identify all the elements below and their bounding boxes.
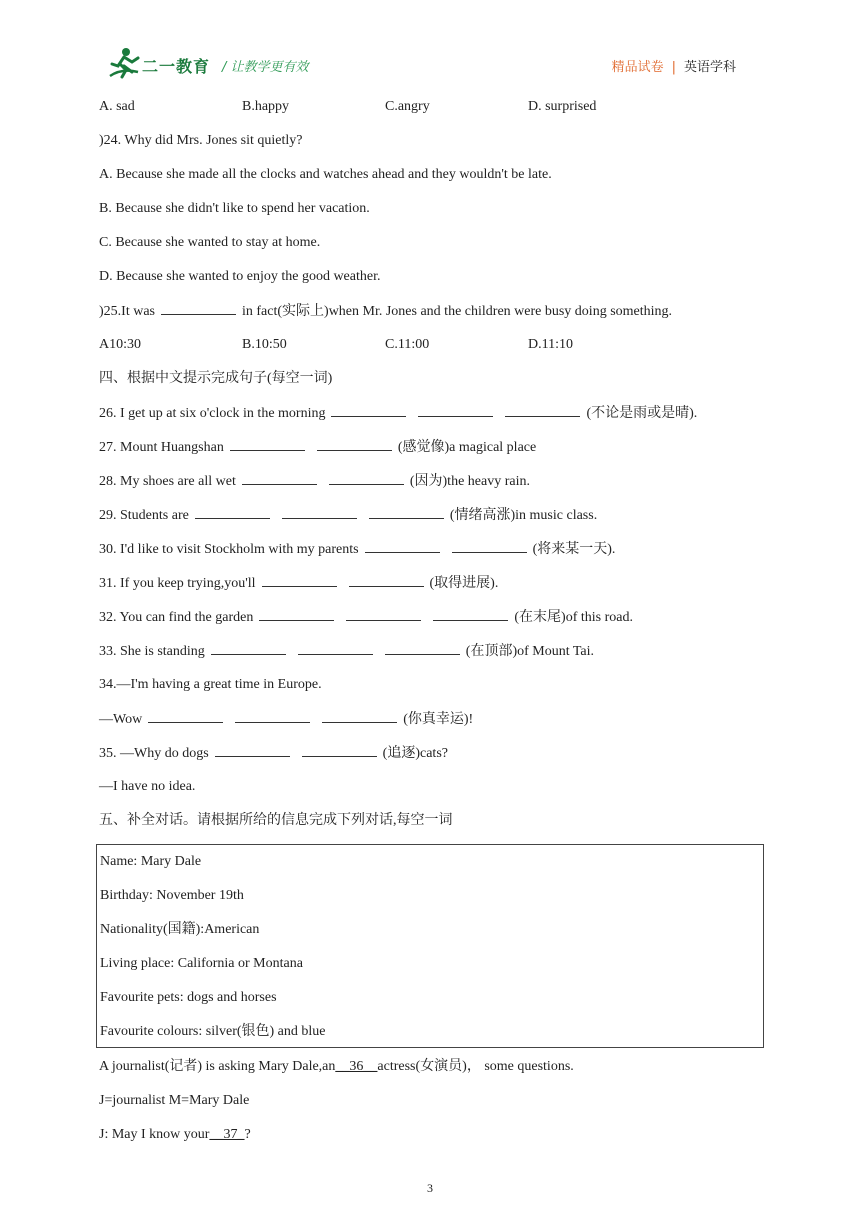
section4-item: 32. You can find the garden (在末尾)of this road. [99, 606, 771, 640]
q24-option-c: C. Because she wanted to stay at home. [99, 235, 321, 250]
answer-blank[interactable] [331, 402, 406, 417]
answer-blank[interactable] [505, 402, 580, 417]
info-pets: Favourite pets: dogs and horses [100, 990, 277, 1005]
answer-blank[interactable] [302, 742, 377, 757]
answer-blank[interactable] [259, 606, 334, 621]
blank-36[interactable]: __36__ [335, 1059, 378, 1074]
logo-text: 二一教育 [142, 57, 211, 76]
answer-blank[interactable] [349, 572, 424, 587]
answer-blank[interactable] [365, 538, 440, 553]
section4-item: 28. My shoes are all wet (因为)the heavy rain. [99, 470, 771, 504]
answer-blank[interactable] [161, 300, 236, 315]
answer-blank[interactable] [329, 470, 404, 485]
section4-item: 33. She is standing (在顶部)of Mount Tai. [99, 640, 771, 674]
info-birthday: Birthday: November 19th [100, 888, 244, 903]
section4-items [99, 402, 771, 674]
q23-options: A. sad B.happy C.angry D. surprised [99, 99, 597, 114]
section4-title: 四、根据中文提示完成句子(每空一词) [99, 371, 333, 386]
answer-blank[interactable] [282, 504, 357, 519]
answer-blank[interactable] [433, 606, 508, 621]
answer-blank[interactable] [230, 436, 305, 451]
q24-option-a: A. Because she made all the clocks and watches ahead and they wouldn't be late. [99, 167, 552, 182]
answer-blank[interactable] [452, 538, 527, 553]
q24-option-d: D. Because she wanted to enjoy the good weather. [99, 269, 381, 284]
blank-37[interactable]: __37_ [209, 1127, 245, 1142]
slogan: / 让教学更有效 [222, 60, 309, 75]
q24-stem: )24. Why did Mrs. Jones sit quietly? [99, 133, 303, 148]
section5-title: 五、补全对话。请根据所给的信息完成下列对话,每空一词 [99, 813, 453, 828]
info-name: Name: Mary Dale [100, 854, 202, 869]
answer-blank[interactable] [195, 504, 270, 519]
answer-blank[interactable] [298, 640, 373, 655]
answer-blank[interactable] [346, 606, 421, 621]
info-living-place: Living place: California or Montana [100, 956, 303, 971]
answer-blank[interactable] [148, 708, 223, 723]
section4-item: 26. I get up at six o'clock in the morning (不论是雨或是晴). [99, 402, 771, 436]
answer-blank[interactable] [235, 708, 310, 723]
answer-blank[interactable] [369, 504, 444, 519]
dialogue-j1: J: May I know your__37_? [99, 1127, 251, 1142]
section4-item: 29. Students are (情绪高涨)in music class. [99, 504, 771, 538]
q24-option-b: B. Because she didn't like to spend her vacation. [99, 201, 370, 216]
answer-blank[interactable] [215, 742, 290, 757]
header-subject: 精品试卷 | 英语学科 [611, 60, 736, 75]
answer-blank[interactable] [242, 470, 317, 485]
page-header [0, 0, 860, 90]
info-colours: Favourite colours: silver(银色) and blue [100, 1024, 326, 1039]
q25-stem: )25.It was in fact(实际上)when Mr. Jones and the children were busy doing something. [99, 300, 771, 334]
q35-line1: 35. —Why do dogs (追逐)cats? [99, 742, 771, 776]
info-nationality: Nationality(国籍):American [100, 922, 260, 937]
dialogue-intro: A journalist(记者) is asking Mary Dale,an__36__actress(女演员)， some questions. [99, 1059, 574, 1074]
q35-line2: —I have no idea. [99, 779, 196, 794]
answer-blank[interactable] [322, 708, 397, 723]
answer-blank[interactable] [385, 640, 460, 655]
section4-item: 31. If you keep trying,you'll (取得进展). [99, 572, 771, 606]
info-box [96, 844, 764, 1048]
q34-line1: 34.—I'm having a great time in Europe. [99, 677, 322, 692]
answer-blank[interactable] [317, 436, 392, 451]
page-number: 3 [427, 1181, 433, 1195]
q25-options: A10:30 B.10:50 C.11:00 D.11:10 [99, 337, 573, 352]
section4-item: 30. I'd like to visit Stockholm with my parents (将来某一天). [99, 538, 771, 572]
q34-line2: —Wow (你真幸运)! [99, 708, 771, 742]
answer-blank[interactable] [418, 402, 493, 417]
page-content [99, 96, 771, 1158]
section4-item: 27. Mount Huangshan (感觉像)a magical place [99, 436, 771, 470]
answer-blank[interactable] [262, 572, 337, 587]
dialogue-roles: J=journalist M=Mary Dale [99, 1093, 250, 1108]
answer-blank[interactable] [211, 640, 286, 655]
